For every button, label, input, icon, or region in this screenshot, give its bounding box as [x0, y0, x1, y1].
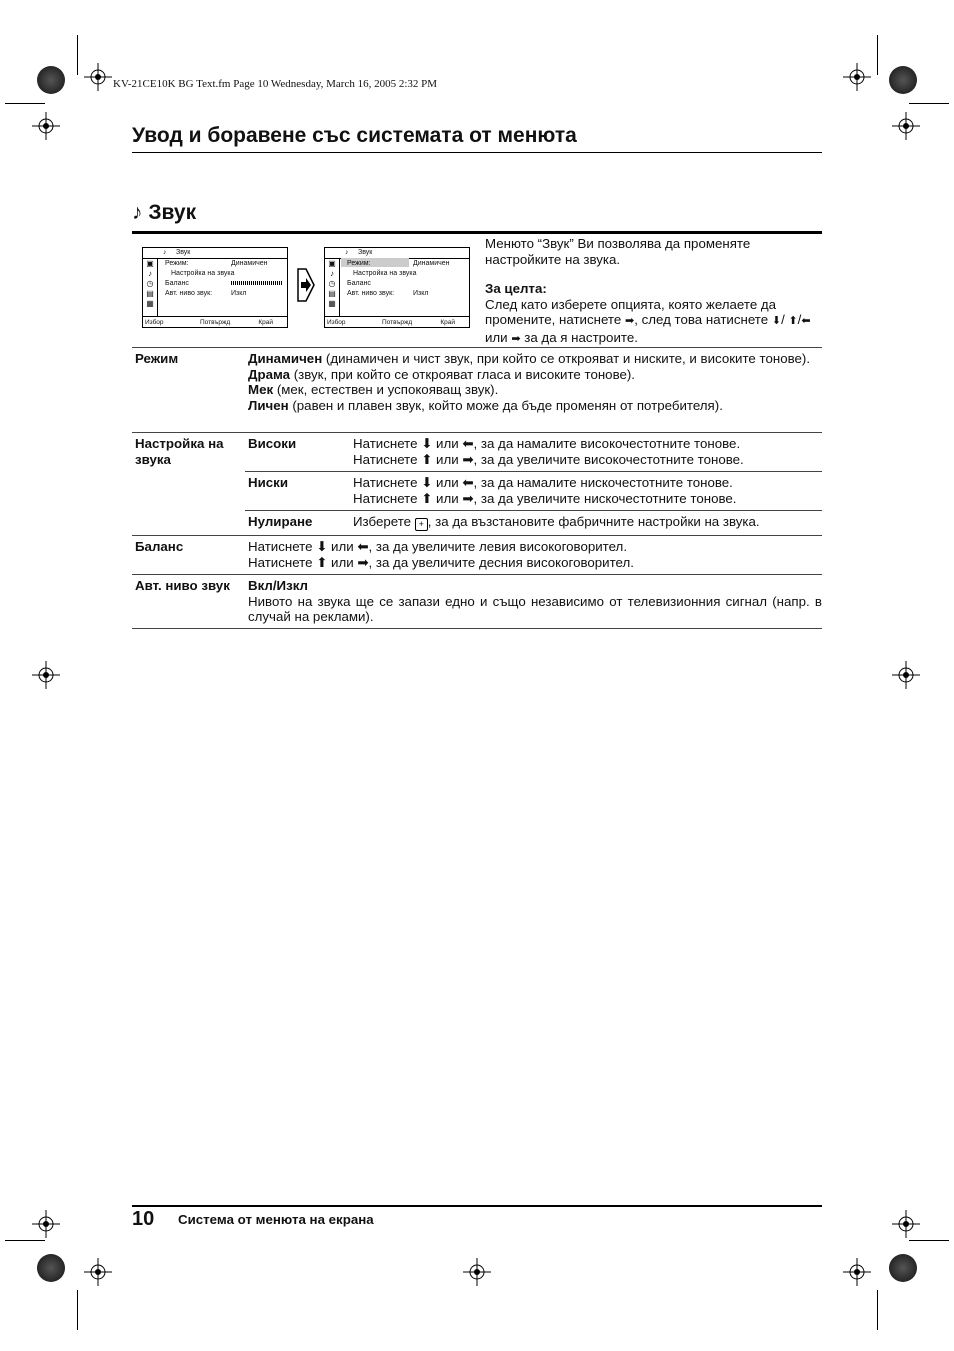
arrow-left-icon: ⬅ — [801, 315, 811, 327]
page-number: 10 — [132, 1208, 155, 1230]
table-rule — [132, 347, 822, 348]
mode-term: Драма — [248, 366, 291, 382]
mode-desc: (равен и плавен звук, който може да бъде променян от потребителя). — [288, 397, 723, 413]
chapter-title: Увод и боравене със системата от менюта — [132, 124, 577, 147]
crop-mark — [5, 1240, 45, 1241]
color-registration-dot — [37, 1254, 65, 1282]
color-registration-dot — [889, 66, 917, 94]
table-rule — [132, 535, 822, 536]
section-title-text: Звук — [148, 201, 197, 224]
bass-line: Натиснете ⬇ или ⬅, за да намалите нискочестотните тонове. — [353, 475, 733, 490]
treble-label: Високи — [248, 436, 297, 451]
preset-icon: ▦ — [328, 299, 336, 308]
registration-mark-icon — [32, 1210, 60, 1238]
bass-description — [353, 475, 823, 506]
picture-icon: ▣ — [328, 259, 336, 268]
next-step-arrow-icon — [296, 267, 316, 303]
screen-sidebar — [325, 258, 340, 317]
screen-header-label: Звук — [176, 249, 191, 256]
registration-mark-icon — [84, 1258, 112, 1286]
chapter-rule — [132, 152, 822, 153]
table-subrule — [245, 471, 822, 472]
arrow-down-icon: ⬇ — [771, 315, 782, 327]
mode-item — [248, 382, 822, 398]
registration-mark-icon — [892, 1210, 920, 1238]
registration-mark-icon — [32, 112, 60, 140]
timer-icon: ◷ — [328, 279, 336, 288]
intro-block — [485, 236, 822, 347]
footer-select-label: Избор — [145, 319, 164, 326]
avl-description — [248, 578, 822, 625]
balance-bar — [231, 279, 283, 288]
registration-mark-icon — [843, 1258, 871, 1286]
registration-mark-icon — [892, 112, 920, 140]
section-rule — [132, 231, 822, 234]
footer-confirm-label: Потвържд — [382, 319, 413, 326]
reset-description — [353, 514, 823, 531]
screen-row-label: Авт. ниво звук: — [347, 290, 395, 297]
footer-select-label: Избор — [327, 319, 346, 326]
registration-mark-icon — [463, 1258, 491, 1286]
registration-mark-icon — [843, 63, 871, 91]
screen-row-label: Настройка на звука — [353, 270, 417, 277]
screen-row-label: Режим: — [347, 260, 371, 267]
footer-exit-label: Край — [440, 319, 455, 326]
screen-row-label: Авт. ниво звук: — [165, 290, 213, 297]
reset-label: Нулиране — [248, 514, 313, 529]
menu-screen-before — [142, 247, 288, 328]
screen-row-label: Режим: — [165, 260, 189, 267]
mode-label: Режим — [135, 351, 179, 366]
goal-text-part: , след това натиснете — [634, 312, 769, 327]
setup-icon: ▤ — [146, 289, 154, 298]
mode-term: Динамичен — [248, 351, 323, 366]
crop-mark — [909, 1240, 949, 1241]
avl-term: Вкл/Изкл — [248, 578, 308, 593]
screen-row-label: Баланс — [347, 280, 371, 287]
footer-confirm-label: Потвържд — [200, 319, 231, 326]
bass-label: Ниски — [248, 475, 289, 490]
screen-header — [143, 248, 287, 259]
arrow-right-icon: ➡ — [511, 332, 521, 345]
crop-mark — [877, 1290, 878, 1330]
screen-footer — [143, 316, 287, 327]
table-rule — [132, 574, 822, 575]
goal-text: След като изберете опцията, която желаете да промените, натиснете ➡, след това натиснете ⬇/ ⬆/⬅ или ➡ за да я настроите. — [485, 296, 811, 345]
file-info: KV-21CE10K BG Text.fm Page 10 Wednesday, March 16, 2005 2:32 PM — [113, 78, 438, 90]
ok-button-icon: + — [415, 518, 428, 531]
crop-mark — [5, 103, 45, 104]
setup-icon: ▤ — [328, 289, 336, 298]
crop-mark — [77, 1290, 78, 1330]
avl-desc: Нивото на звука ще се запази едно и също независимо от телевизионния сигнал (напр. в случай на реклами). — [248, 593, 822, 624]
screen-row-label: Настройка на звука — [171, 270, 235, 277]
arrow-up-icon: ⬆ — [788, 315, 798, 327]
balance-label: Баланс — [135, 539, 184, 554]
timer-icon: ◷ — [146, 279, 154, 288]
crop-mark — [909, 103, 949, 104]
crop-mark — [877, 35, 878, 75]
menu-screen-after — [324, 247, 470, 328]
table-rule — [132, 628, 822, 629]
screen-row-label: Баланс — [165, 280, 189, 287]
balance-line: Натиснете ⬆ или ➡, за да увеличите десния високоговорител. — [248, 554, 634, 570]
mode-term: Мек — [248, 382, 274, 397]
mode-item — [248, 351, 822, 367]
color-registration-dot — [37, 66, 65, 94]
treble-line: Натиснете ⬆ или ➡, за да увеличите високочестотните тонове. — [353, 451, 744, 467]
section-title — [132, 201, 196, 225]
treble-line: Натиснете ⬇ или ⬅, за да намалите високочестотните тонове. — [353, 436, 741, 451]
balance-description — [248, 539, 822, 570]
mode-description — [248, 351, 822, 413]
reset-text: , за да възстановите фабричните настройки на звука. — [427, 514, 760, 529]
sound-icon: ♪ — [330, 269, 334, 278]
table-subrule — [245, 510, 822, 511]
preset-icon: ▦ — [146, 299, 154, 308]
goal-text-part: или — [485, 329, 508, 345]
mode-desc: (динамичен и чист звук, при който се открояват и ниските, и високите тонове). — [322, 351, 811, 366]
reset-text: Изберете — [353, 514, 412, 529]
note-icon: ♪ — [345, 249, 349, 256]
crop-mark — [77, 35, 78, 75]
treble-description — [353, 436, 823, 467]
registration-mark-icon — [32, 661, 60, 689]
sound-adjust-label: Настройка на звука — [135, 436, 224, 467]
footer-exit-label: Край — [258, 319, 273, 326]
color-registration-dot — [889, 1254, 917, 1282]
note-icon: ♪ — [163, 249, 167, 256]
mode-desc: (мек, естествен и успокояващ звук). — [273, 382, 499, 397]
sound-icon: ♪ — [148, 269, 152, 278]
avl-label: Авт. ниво звук — [135, 578, 230, 593]
mode-term: Личен — [248, 397, 289, 413]
goal-text-part: за да я настроите. — [524, 329, 638, 345]
picture-icon: ▣ — [146, 259, 154, 268]
music-note-icon: ♪ — [132, 201, 143, 224]
goal-title: За целта: — [485, 281, 547, 296]
intro-text: Менюто “Звук” Ви позволява да променяте настройките на звука. — [485, 236, 751, 267]
goal-text-part: След като изберете опцията, която желаете да промените, натиснете — [485, 296, 777, 327]
screen-row-value: Изкл — [231, 290, 247, 297]
mode-item — [248, 398, 822, 414]
arrow-right-icon: ➡ — [624, 315, 635, 327]
registration-mark-icon — [84, 63, 112, 91]
mode-desc: (звук, при който се открояват гласа и високите тонове). — [290, 366, 636, 382]
screen-row-value: Изкл — [413, 290, 429, 297]
footer-rule — [132, 1205, 822, 1207]
table-rule — [132, 432, 822, 433]
screen-header-label: Звук — [358, 249, 373, 256]
screen-sidebar — [143, 258, 158, 317]
bass-line: Натиснете ⬆ или ➡, за да увеличите нискочестотните тонове. — [353, 490, 737, 506]
mode-item — [248, 367, 822, 383]
registration-mark-icon — [892, 661, 920, 689]
screen-row-value: Динамичен — [413, 260, 450, 267]
screen-footer — [325, 316, 469, 327]
footer-title: Система от менюта на екрана — [178, 1212, 374, 1227]
balance-line: Натиснете ⬇ или ⬅, за да увеличите левия високоговорител. — [248, 539, 628, 554]
screen-row-value: Динамичен — [231, 260, 268, 267]
